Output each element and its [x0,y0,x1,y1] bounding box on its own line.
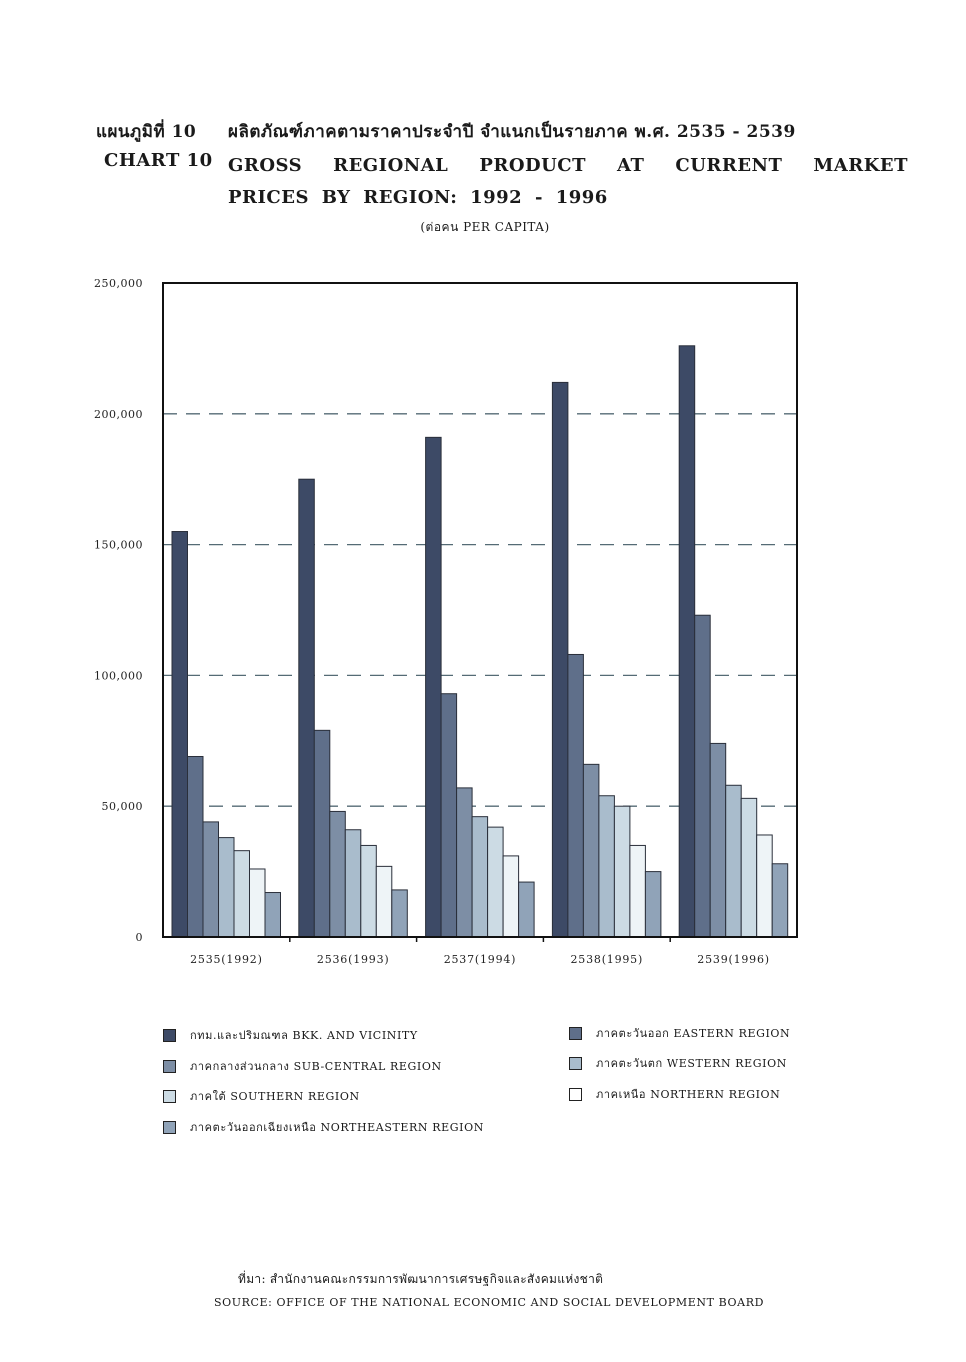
legend-item-3 [163,1118,484,1136]
bar-1-0 [299,479,315,937]
english-chart-label: CHART 10 [104,150,213,171]
bar-1-5 [376,866,392,937]
legend-swatch [569,1088,582,1101]
bar-2-6 [519,882,535,937]
english-chart-title: GROSS REGIONAL PRODUCT AT CURRENT MARKET PRICES BY REGION: 1992 - 1996 [228,155,908,208]
bar-3-5 [630,845,646,937]
legend-item-0 [163,1026,418,1044]
bar-2-1 [441,694,457,937]
bar-0-5 [250,869,266,937]
legend-item-6 [569,1085,780,1103]
y-tick-label-150000: 150,000 [94,538,143,552]
thai-chart-title: ผลิตภัณฑ์ภาคตามราคาประจำปี จำแนกเป็นรายภาค พ.ศ. 2535 - 2539 [228,122,796,142]
bar-1-2 [330,811,346,937]
legend-item-5 [569,1054,787,1072]
source-thai: ที่มา: สำนักงานคณะกรรมการพัฒนาการเศรษฐกิจและสังคมแห่งชาติ [238,1272,604,1286]
bar-2-3 [472,817,488,937]
bar-4-1 [695,615,711,937]
bar-0-6 [265,893,281,937]
thai-chart-label: แผนภูมิที่ 10 [96,122,197,142]
bar-1-6 [392,890,408,937]
bar-3-4 [614,806,630,937]
legend-label: ภาคตะวันตก WESTERN REGION [596,1057,787,1070]
unit-label: (ต่อคน PER CAPITA) [420,220,550,234]
source-english: SOURCE: OFFICE OF THE NATIONAL ECONOMIC AND SOCIAL DEVELOPMENT BOARD [214,1296,764,1309]
bar-3-0 [552,382,568,937]
x-tick-label-4: 2539(1996) [697,953,770,966]
legend-label: กทม.และปริมณฑล BKK. AND VICINITY [190,1029,418,1042]
legend-label: ภาคตะวันออกเฉียงเหนือ NORTHEASTERN REGION [190,1121,484,1134]
legend-label: ภาคตะวันออก EASTERN REGION [596,1027,791,1040]
bar-0-3 [219,838,235,937]
bar-2-2 [457,788,473,937]
bar-4-0 [679,346,695,937]
legend-item-4 [569,1024,790,1042]
bar-4-2 [710,743,726,937]
bar-3-1 [568,654,584,937]
y-tick-label-200000: 200,000 [94,407,143,421]
x-tick-label-1: 2536(1993) [316,953,390,966]
bar-3-6 [645,872,661,937]
y-tick-label-50000: 50,000 [101,800,143,814]
legend-swatch [569,1027,582,1040]
bar-3-2 [583,764,599,937]
legend-swatch [163,1060,176,1073]
legend-item-1 [163,1057,442,1075]
bar-0-4 [234,851,250,937]
bar-4-5 [757,835,773,937]
bar-2-0 [426,437,442,937]
bar-2-4 [488,827,504,937]
legend-swatch [163,1029,176,1042]
y-tick-label-250000: 250,000 [94,277,143,290]
bar-1-4 [361,845,377,937]
y-tick-label-100000: 100,000 [94,669,143,683]
bar-1-3 [345,830,361,937]
legend-swatch [163,1121,176,1134]
bar-0-0 [172,532,188,937]
bar-4-4 [741,798,757,937]
bar-1-1 [314,730,330,937]
x-tick-label-2: 2537(1994) [443,953,517,966]
legend-label: ภาคใต้ SOUTHERN REGION [190,1090,360,1103]
legend-label: ภาคกลางส่วนกลาง SUB-CENTRAL REGION [190,1060,442,1073]
legend-item-2 [163,1087,360,1105]
legend-label: ภาคเหนือ NORTHERN REGION [596,1088,781,1101]
bar-0-1 [188,756,204,937]
x-tick-label-0: 2535(1992) [190,953,263,966]
bar-0-2 [203,822,219,937]
bar-2-5 [503,856,518,937]
legend-swatch [163,1090,176,1103]
bar-4-3 [726,785,742,937]
legend-swatch [569,1057,582,1070]
x-tick-label-3: 2538(1995) [570,953,644,966]
bar-4-6 [772,864,788,937]
bar-3-3 [599,796,615,937]
y-tick-label-0: 0 [135,931,143,944]
